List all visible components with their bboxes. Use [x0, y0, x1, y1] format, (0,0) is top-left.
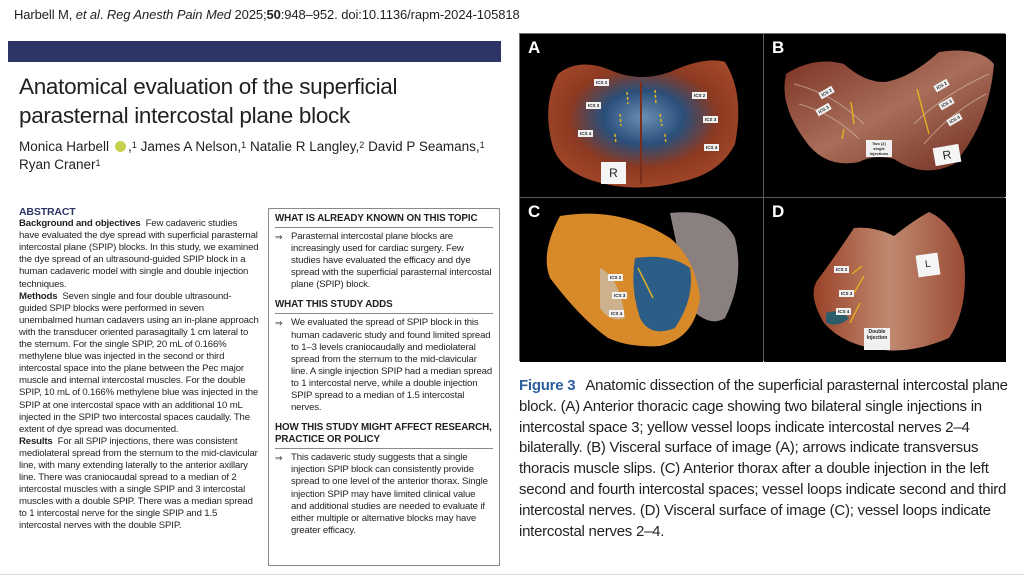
side-marker: L [916, 253, 941, 278]
ics-tag: ICS 3 [588, 103, 600, 108]
figure-label: Figure 3 [519, 377, 576, 394]
ics-tag: ICS 3 [614, 293, 626, 298]
panel-label: C [528, 202, 541, 221]
arrow-right-icon: ⇒ [275, 232, 283, 242]
ics-tag: ICS 3 [815, 103, 832, 117]
abstract-section-methods [19, 291, 259, 436]
panel-b [764, 34, 1006, 197]
author-affiliation: 1 [479, 140, 485, 150]
author-name[interactable]: Ryan Craner [19, 157, 96, 172]
citation-journal: Reg Anesth Pain Med [106, 7, 231, 22]
ics-tag: ICS 2 [818, 86, 835, 100]
key-messages-box [268, 208, 500, 566]
ics-tag: ICS 4 [838, 309, 850, 314]
abstract-section-label: Results [19, 435, 53, 447]
author-affiliation: 1 [241, 140, 247, 150]
panel-label: A [528, 38, 541, 57]
citation-line [14, 7, 520, 22]
citation-etal: et al [75, 7, 100, 22]
keybox-text: This cadaveric study suggests that a single injection SPIP block can consistently provide spread to one level of the anterior thorax. Single injection SPIP may have limited clinical value and additional studies are needed to evaluate if either multiple or alternative blocks may have greater efficacy. [291, 452, 488, 536]
ics-tag: ICS 2 [836, 267, 848, 272]
figure-3-image [519, 33, 1005, 361]
caption-text: Anatomic dissection of the superficial parasternal intercostal plane block. (A) Anterior thoracic cage showing two bilateral single injections in intercostal space 3; yellow vessel loops indicate intercostal nerves 2–4 bilaterally. (B) Visceral surface of image (A); arrows indicate transversus thoracis muscle slips. (C) Anterior thorax after a double injection in the left second and fourth intercostal spaces; vessel loops indicate second and third intercostal nerves. (D) Visceral surface of image (C); vessel loops indicate intercostal nerves 2–4. [519, 377, 1008, 540]
keybox-text: Parasternal intercostal plane blocks are increasingly used for cardiac surgery. Few studies have evaluated the efficacy and dye spread with the superficial parasternal intercostal plane (SPIP) block. [291, 231, 492, 291]
author-affiliation: 1 [131, 140, 137, 150]
ics-tag: ICS 4 [946, 113, 963, 127]
citation-volume: 50 [266, 7, 281, 22]
keybox-item [275, 317, 493, 414]
abstract-section-text: Seven single and four double ultrasound-guided SPIP blocks were performed in seven unembalmed human cadavers using an in-plane approach with the transducer oriented parasagitally 1 cm lateral to the sternum. For the single SPIP, 20 mL of 0.166% methylene blue was injected in the second or third intercostal space into the plane between the Pec major muscle and internal intercostal muscles. For the double SPIP, 10 mL of 0.166% methylene blue was injected in the SPIP at one intercostal space with an additional 10 mL injected in the SPIP two intercostal spaces caudally. The extent of dye spread was documented. [19, 290, 259, 435]
abstract-section-results [19, 436, 259, 533]
ics-tag: ICS 3 [705, 117, 717, 122]
arrow-right-icon: ⇒ [275, 453, 283, 464]
panel-d [764, 198, 1006, 362]
author-affiliation: 1 [95, 158, 101, 168]
author-name[interactable]: Natalie R Langley [249, 139, 356, 154]
ics-tag: ICS 2 [933, 79, 950, 93]
page-divider [0, 574, 1024, 575]
citation-sep: . [99, 7, 107, 22]
figure-caption [519, 376, 1014, 542]
ics-tag: ICS 4 [706, 145, 718, 150]
author-affiliation: 2 [359, 140, 365, 150]
panel-label: D [772, 202, 785, 221]
keybox-item [275, 231, 493, 291]
ics-tag: ICS 3 [938, 97, 955, 111]
citation-doi: :948–952. doi:10.1136/rapm-2024-105818 [280, 7, 520, 22]
dissection-photo-b [764, 34, 1006, 197]
author-name[interactable]: David P Seamans [368, 139, 476, 154]
panel-c [520, 198, 763, 362]
abstract-section-text: For all SPIP injections, there was consistent mediolateral spread from the sternum to the mid-clavicular line, with many extending laterally to the anterior axillary line. There was craniocaudal spread to a median of 2 intercostal muscles with a single SPIP and 3 intercostal muscles with a double SPIP. There was a median spread to 1 intercostal nerve for the single SPIP and 1.5 intercostal nerves with the double SPIP. [19, 435, 258, 532]
abstract-heading: ABSTRACT [19, 206, 76, 218]
citation-year: 2025; [230, 7, 267, 22]
side-marker: R [933, 144, 962, 166]
injection-note: Double Injection [864, 328, 890, 350]
abstract [19, 206, 259, 533]
ics-tag: ICS 2 [596, 80, 608, 85]
panel-a [520, 34, 763, 197]
abstract-section-label: Background and objectives [19, 218, 141, 230]
dissection-photo-a [520, 34, 763, 197]
keybox-item [275, 452, 493, 537]
panel-label: B [772, 38, 785, 57]
article-title: Anatomical evaluation of the superficial parasternal intercostal plane block [19, 74, 398, 128]
abstract-section-label: Methods [19, 290, 58, 302]
keybox-heading-adds: WHAT THIS STUDY ADDS [275, 299, 493, 314]
title-bar [8, 41, 501, 62]
keybox-text: We evaluated the spread of SPIP block in this human cadaveric study and found limited spread to 1–3 levels craniocaudally and mediolateral spread from the sternum to the mid-clavicular line. A single injection SPIP had a median spread to 1 intercostal nerve, while a double injection SPIP spread to a median of 1.5 intercostal nerves. [291, 317, 493, 414]
side-marker: R [601, 162, 626, 184]
keybox-heading-known: WHAT IS ALREADY KNOWN ON THIS TOPIC [275, 213, 493, 228]
ics-tag: ICS 2 [694, 93, 706, 98]
ics-tag: ICS 4 [580, 131, 592, 136]
keybox-heading-affect: HOW THIS STUDY MIGHT AFFECT RESEARCH, PRACTICE OR POLICY [275, 422, 493, 449]
author-name[interactable]: James A Nelson [140, 139, 238, 154]
injection-note: Two (2) single injections [866, 140, 892, 157]
ics-tag: ICS 4 [611, 311, 623, 316]
abstract-section-text: Few cadaveric studies have evaluated the dye spread with superficial parasternal intercostal plane (SPIP) blocks. In this study, we examined the dye spread of an ultrasound-guided SPIP block in a human cadaveric model with single and double injection techniques. [19, 218, 259, 290]
author-name[interactable]: Monica Harbell [19, 139, 110, 154]
abstract-section-background [19, 218, 259, 291]
panel-divider [520, 197, 1004, 198]
dissection-photo-c [520, 198, 763, 362]
ics-tag: ICS 2 [610, 275, 622, 280]
ics-tag: ICS 3 [841, 291, 853, 296]
author-list: Monica Harbell ,$^1$ James A Nelson,$^1$ Natalie R Langley,$^2$ David P Seamans,$^1$ Ryan Craner$^1$ [19, 139, 485, 172]
orcid-icon[interactable] [115, 141, 126, 152]
arrow-right-icon: ⇒ [275, 318, 283, 329]
citation-authors: Harbell M, [14, 7, 76, 22]
